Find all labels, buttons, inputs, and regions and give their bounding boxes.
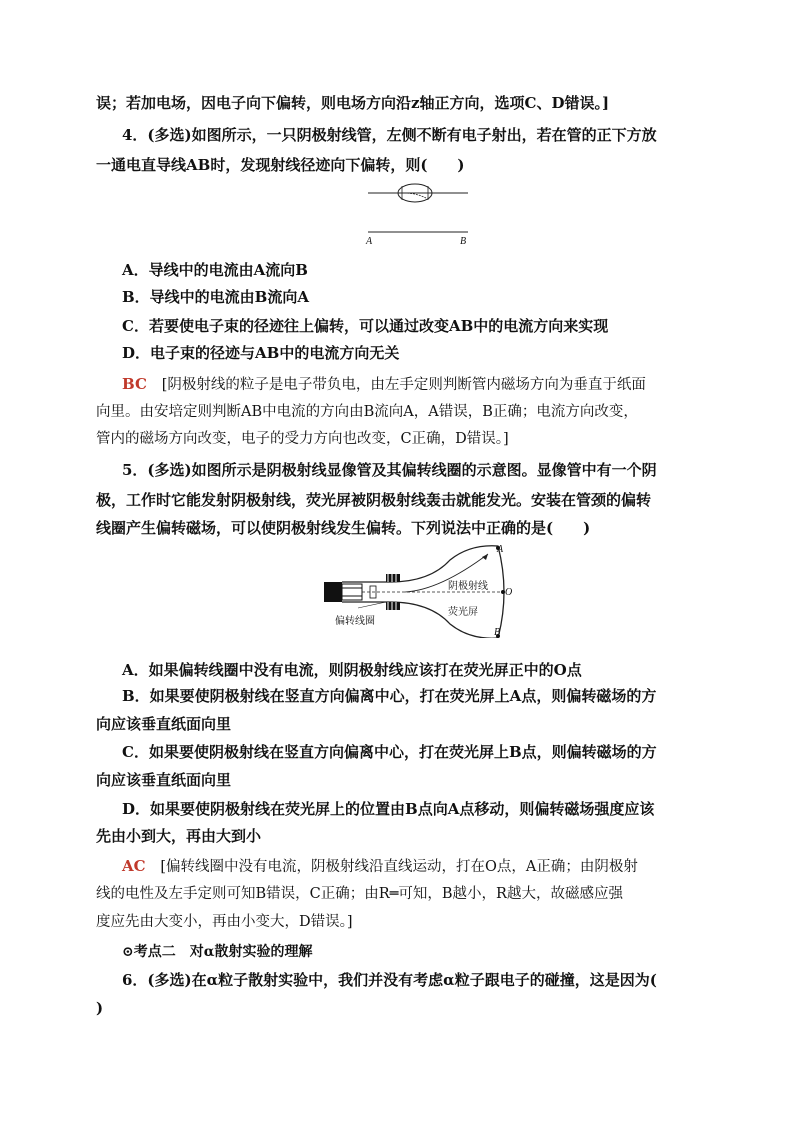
- point-a-label: A: [497, 544, 504, 555]
- cathode-ray-label: 阴极射线: [448, 581, 488, 592]
- explanation-cont: 向里。由安培定则判断AB中电流的方向由B流向A，A错误，B正确；电流方向改变，: [96, 404, 638, 420]
- option-a: A．导线中的电流由A流向B: [122, 261, 308, 279]
- explanation-cont: 线的电性及左手定则可知B错误，C正确；由R═可知，B越小，R越大，故磁感应强: [96, 886, 623, 902]
- question-6-stem: 6．(多选)在α粒子散射实验中，我们并没有考虑α粒子跟电子的碰撞，这是因为(: [122, 971, 657, 989]
- explanation: [偏转线圈中没有电流，阴极射线沿直线运动，打在O点，A正确；由阴极射: [160, 859, 638, 875]
- question-4-stem-cont: 一通电直导线AB时，发现射线径迹向下偏转，则( ): [96, 156, 465, 174]
- answer-key: AC: [122, 857, 146, 875]
- option-b-cont: 向应该垂直纸面向里: [96, 715, 232, 733]
- question-5-stem-cont: 极，工作时它能发射阴极射线，荧光屏被阴极射线轰击就能发光。安装在管颈的偏转: [96, 491, 652, 509]
- point-a-label: A: [366, 236, 373, 247]
- question-5-stem: 5．(多选)如图所示是阴极射线显像管及其偏转线圈的示意图。显像管中有一个阴: [122, 461, 657, 479]
- point-b-label: B: [460, 236, 467, 247]
- coil-label: 偏转线圈: [335, 616, 375, 627]
- explanation-cont: 度应先由大变小，再由小变大，D错误。]: [96, 914, 353, 930]
- answer-key: BC: [122, 375, 147, 393]
- explanation: [阴极射线的粒子是电子带负电，由左手定则判断管内磁场方向为垂直于纸面: [161, 377, 646, 393]
- point-b-label: B: [494, 627, 501, 638]
- option-c: C．如果要使阴极射线在竖直方向偏离中心，打在荧光屏上B点，则偏转磁场的方: [122, 743, 657, 761]
- option-a: A．如果偏转线圈中没有电流，则阴极射线应该打在荧光屏正中的O点: [122, 661, 582, 679]
- point-o-label: O: [505, 587, 513, 598]
- answer-5: [122, 856, 638, 877]
- question-4-stem: 4．(多选)如图所示，一只阴极射线管，左侧不断有电子射出，若在管的正下方放: [122, 126, 657, 144]
- option-c: C．若要使电子束的径迹往上偏转，可以通过改变AB中的电流方向来实现: [122, 317, 609, 335]
- option-b: B．导线中的电流由B流向A: [122, 288, 309, 306]
- option-b: B．如果要使阴极射线在竖直方向偏离中心，打在荧光屏上A点，则偏转磁场的方: [122, 687, 657, 705]
- answer-4: [122, 374, 646, 395]
- section-heading: ⊙考点二 对α散射实验的理解: [122, 944, 313, 960]
- text-line: 误；若加电场，因电子向下偏转，则电场方向沿z轴正方向，选项C、D错误。]: [96, 94, 610, 112]
- question-5-stem-cont: 线圈产生偏转磁场，可以使阴极射线发生偏转。下列说法中正确的是( ): [96, 519, 591, 537]
- explanation-cont: 管内的磁场方向改变，电子的受力方向也改变，C正确，D错误。]: [96, 431, 509, 447]
- question-6-stem-cont: ): [96, 999, 104, 1017]
- option-d: D．电子束的径迹与AB中的电流方向无关: [122, 344, 400, 362]
- option-c-cont: 向应该垂直纸面向里: [96, 771, 232, 789]
- option-d-cont: 先由小到大，再由大到小: [96, 827, 262, 845]
- screen-label: 荧光屏: [448, 607, 478, 618]
- option-d: D．如果要使阴极射线在荧光屏上的位置由B点向A点移动，则偏转磁场强度应该: [122, 800, 655, 818]
